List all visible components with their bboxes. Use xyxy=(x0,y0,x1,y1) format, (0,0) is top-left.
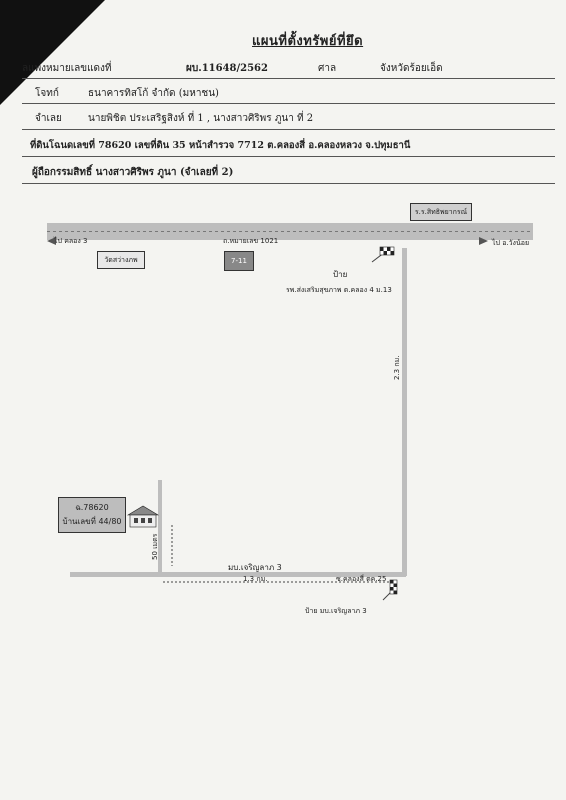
court-label: ศาล xyxy=(318,63,337,74)
village-road-label: มบ.เจริญลาภ 3 xyxy=(228,563,282,572)
soi-label: ซ.คลองสี่ ตค.25 xyxy=(336,575,387,583)
plaintiff-value: ธนาคารทิสโก้ จำกัด (มหาชน) xyxy=(88,88,219,99)
sign-icon xyxy=(390,580,397,594)
to-left-label: ไป คลอง 3 xyxy=(54,237,88,245)
case-number: ผบ.11648/2562 xyxy=(186,63,268,74)
plaintiff-label: โจทก์ xyxy=(35,88,59,99)
school-box: ร.ร.สิทธิพยากรณ์ xyxy=(410,203,472,221)
seven-eleven-box: 7-11 xyxy=(224,251,254,271)
owner-line: ผู้ถือกรรมสิทธิ์ นางสาวศิริพร ภูนา (จำเลยที่ 2) xyxy=(32,167,234,178)
distance-50m-label: 50 เมตร xyxy=(151,533,159,560)
temple-box: วัดสว่างภพ xyxy=(97,251,145,269)
to-right-label: ไป อ.วังน้อย xyxy=(492,239,530,247)
main-road-label: ถ.หมายเลข 1021 xyxy=(223,237,279,245)
court-value: จังหวัดร้อยเอ็ด xyxy=(380,63,443,74)
deed-box xyxy=(58,497,126,533)
case-label: ลแพ่งหมายเลขแดงที่ xyxy=(22,63,112,74)
sign2-text: ป้าย มบ.เจริญลาภ 3 xyxy=(305,607,367,615)
distance-1-3km-label: 1.3 กม. xyxy=(243,575,268,583)
sign-icon xyxy=(380,247,394,255)
house-number: บ้านเลขที่ 44/80 xyxy=(62,517,122,526)
deed-number: ฉ.78620 xyxy=(75,503,109,512)
vertical-distance-label: 2.3 กม. xyxy=(393,355,401,380)
land-deed-line: ที่ดินโฉนดเลขที่ 78620 เลขที่ดิน 35 หน้าสำรวจ 7712 ต.คลองสี่ อ.คลองหลวง จ.ปทุมธานี xyxy=(30,140,411,151)
defendant-value: นายพิชิต ประเสริฐสิงห์ ที่ 1 , นางสาวศิริพร ภูนา ที่ 2 xyxy=(88,113,314,124)
sign1-label: ป้าย xyxy=(333,270,348,279)
page-title: แผนที่ตั้งทรัพย์ที่ยึด xyxy=(252,34,364,49)
house-icon xyxy=(128,506,158,527)
defendant-label: จำเลย xyxy=(35,113,62,124)
vertical-road xyxy=(402,248,407,576)
sign1-text: รพ.ส่งเสริมสุขภาพ ต.คลอง 4 ม.13 xyxy=(286,286,392,294)
